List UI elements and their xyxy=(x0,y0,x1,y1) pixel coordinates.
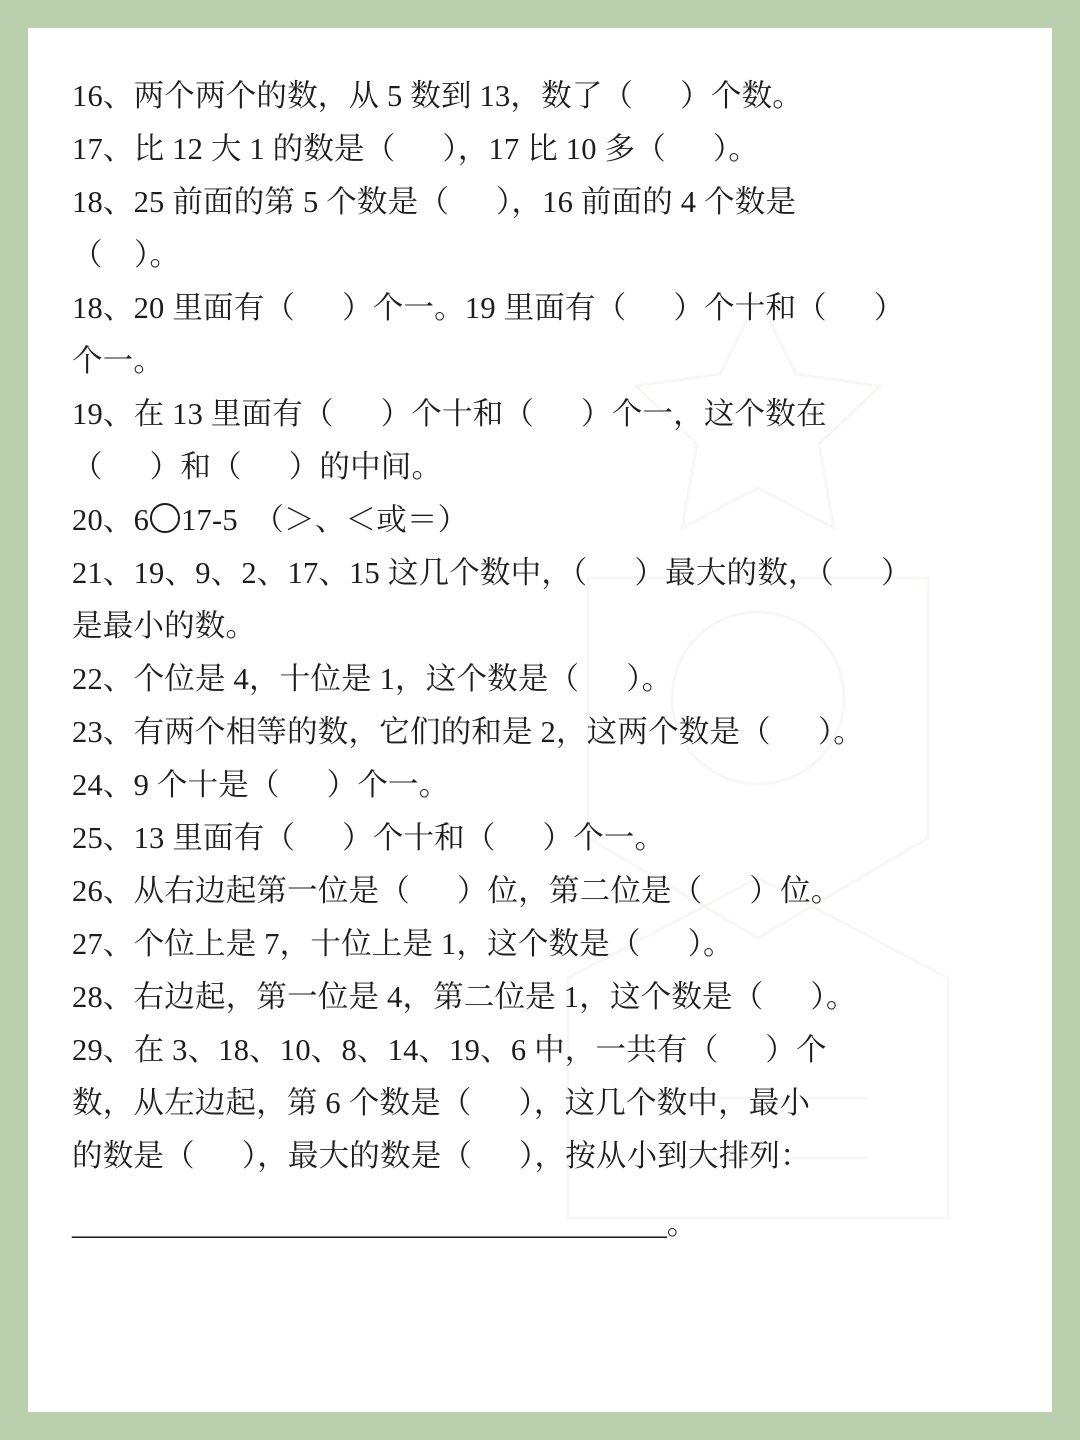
question-line: 的数是（ ），最大的数是（ ），按从小到大排列： xyxy=(72,1139,811,1173)
question-line: 24、9 个十是（ ）个一。 xyxy=(72,768,450,802)
question-line: 19、在 13 里面有（ ）个十和（ ）个一，这个数在 xyxy=(72,397,827,431)
question-line: （ ）。 xyxy=(72,238,181,272)
answer-blank-line: _______________________________________。 xyxy=(72,1207,698,1241)
worksheet-content xyxy=(72,70,1012,1247)
question-line: 16、两个两个的数，从 5 数到 13，数了（ ）个数。 xyxy=(72,79,803,113)
question-line: 22、个位是 4，十位是 1，这个数是（ ）。 xyxy=(72,662,673,696)
question-line: 26、从右边起第一位是（ ）位，第二位是（ ）位。 xyxy=(72,874,842,908)
question-line: 是最小的数。 xyxy=(72,609,257,643)
question-line: 21、19、9、2、17、15 这几个数中，（ ）最大的数，（ ） xyxy=(72,556,912,590)
question-line: 28、右边起，第一位是 4，第二位是 1，这个数是（ ）。 xyxy=(72,980,857,1014)
worksheet-page xyxy=(28,28,1052,1412)
question-line: 18、20 里面有（ ）个一。19 里面有（ ）个十和（ ） xyxy=(72,291,905,325)
question-line: 23、有两个相等的数，它们的和是 2，这两个数是（ ）。 xyxy=(72,715,864,749)
question-line: 数，从左边起，第 6 个数是（ ），这几个数中，最小 xyxy=(72,1086,811,1120)
question-20-suffix: 17-5 （＞、＜或＝） xyxy=(181,503,469,537)
question-line: 18、25 前面的第 5 个数是（ ），16 前面的 4 个数是 xyxy=(72,185,797,219)
question-line: （ ）和（ ）的中间。 xyxy=(72,450,443,484)
question-line: 27、个位上是 7，十位上是 1，这个数是（ ）。 xyxy=(72,927,734,961)
question-line: 25、13 里面有（ ）个十和（ ）个一。 xyxy=(72,821,666,855)
question-20-prefix: 20、6 xyxy=(72,503,150,537)
comparison-circle-icon xyxy=(150,503,180,533)
question-line: 17、比 12 大 1 的数是（ ），17 比 10 多（ ）。 xyxy=(72,132,760,166)
question-line: 29、在 3、18、10、8、14、19、6 中，一共有（ ）个 xyxy=(72,1033,827,1067)
question-line: 个一。 xyxy=(72,344,165,378)
question-line-20 xyxy=(72,494,1012,547)
